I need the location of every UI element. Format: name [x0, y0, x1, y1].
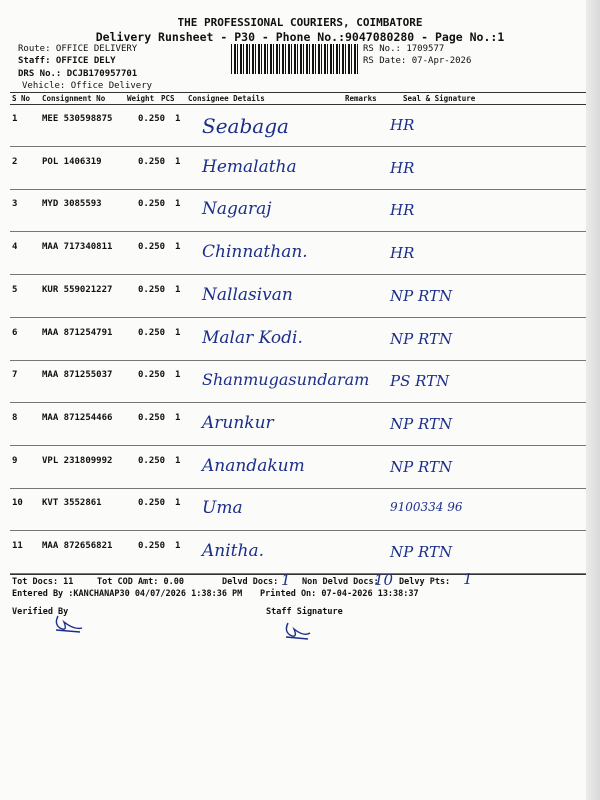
consignee-signature: Nagaraj	[202, 199, 272, 220]
table-top-rule	[10, 92, 588, 93]
cell-sno: 4	[12, 242, 18, 253]
seal-signature: NP RTN	[390, 329, 453, 348]
col-sno: S No	[12, 94, 31, 103]
seal-signature: PS RTN	[390, 372, 450, 391]
seal-signature: HR	[390, 116, 415, 134]
cell-pcs: 1	[175, 242, 181, 253]
staff-signature-label: Staff Signature	[266, 607, 343, 617]
seal-signature: NP RTN	[390, 457, 453, 476]
cell-pcs: 1	[175, 284, 181, 295]
col-consignment: Consignment No	[42, 94, 106, 103]
cell-weight: 0.250	[138, 370, 166, 381]
cell-pcs: 1	[175, 327, 181, 338]
cell-sno: 11	[12, 541, 23, 551]
cell-sno: 7	[12, 370, 18, 381]
consignee-signature: Hemalatha	[202, 156, 297, 177]
non-delivered-docs: Non Delvd Docs:	[302, 577, 379, 587]
cell-consignment-no: KVT 3552861	[42, 498, 102, 509]
cell-pcs: 1	[175, 541, 181, 551]
cell-weight: 0.250	[138, 327, 166, 338]
barcode-image	[231, 44, 359, 74]
table-row	[10, 488, 588, 531]
staff-label: Staff: OFFICE DELY	[18, 56, 116, 66]
table-row	[10, 275, 588, 318]
cell-weight: 0.250	[138, 412, 166, 423]
table-row	[10, 360, 588, 403]
cell-sno: 9	[12, 455, 18, 466]
delivery-points: Delvy Pts:	[399, 577, 451, 587]
cell-consignment-no: VPL 231809992	[42, 455, 113, 466]
seal-signature: 9100334 96	[390, 500, 463, 515]
company-title: THE PROFESSIONAL COURIERS, COIMBATORE	[177, 16, 423, 29]
seal-signature: NP RTN	[390, 543, 453, 561]
table-bottom-rule	[10, 574, 588, 575]
cell-sno: 3	[12, 199, 18, 210]
col-remarks: Remarks	[345, 94, 377, 103]
table-row	[10, 531, 588, 574]
cell-weight: 0.250	[138, 114, 166, 124]
cell-sno: 1	[12, 114, 18, 124]
col-consignee: Consignee Details	[188, 94, 265, 103]
cell-sno: 2	[12, 156, 18, 167]
consignee-signature: Arunkur	[202, 412, 274, 433]
cell-consignment-no: MAA 872656821	[42, 541, 113, 551]
total-docs: Tot Docs: 11	[12, 577, 74, 587]
col-pcs: PCS	[161, 94, 175, 103]
table-row	[10, 189, 588, 232]
consignee-signature: Anitha.	[202, 541, 264, 561]
consignee-signature: Uma	[202, 498, 243, 519]
consignee-signature: Nallasivan	[202, 284, 293, 305]
vehicle-label: Vehicle: Office Delivery	[22, 81, 153, 91]
cell-weight: 0.250	[138, 455, 166, 466]
staff-signature-icon	[280, 615, 320, 643]
delivered-count-handwritten: 1	[281, 571, 291, 589]
cell-consignment-no: MEE 530598875	[42, 114, 113, 124]
cell-pcs: 1	[175, 199, 181, 210]
table-row	[10, 318, 588, 361]
runsheet-subtitle: Delivery Runsheet - P30 - Phone No.:9047080280 - Page No.:1	[95, 30, 505, 44]
cell-consignment-no: KUR 559021227	[42, 284, 113, 295]
cell-pcs: 1	[175, 498, 181, 509]
seal-signature: HR	[390, 158, 415, 177]
cell-pcs: 1	[175, 114, 181, 124]
rs-number: RS No.: 1709577	[363, 44, 445, 54]
cell-weight: 0.250	[138, 284, 166, 295]
page-edge	[586, 0, 600, 800]
seal-signature: HR	[390, 244, 415, 263]
cell-pcs: 1	[175, 455, 181, 466]
delivery-points-handwritten: 1	[463, 570, 473, 588]
consignee-signature: Malar Kodi.	[202, 327, 303, 348]
cell-consignment-no: MAA 871255037	[42, 370, 113, 381]
route-label: Route: OFFICE DELIVERY	[18, 44, 138, 54]
seal-signature: HR	[390, 201, 415, 220]
cell-sno: 10	[12, 498, 23, 509]
total-cod: Tot COD Amt: 0.00	[97, 577, 184, 587]
cell-sno: 5	[12, 284, 18, 295]
verified-signature-icon	[50, 610, 90, 638]
drs-number: DRS No.: DCJB170957701	[18, 69, 138, 79]
col-weight: Weight	[127, 94, 155, 103]
consignee-signature: Shanmugasundaram	[202, 370, 370, 390]
table-row	[10, 232, 588, 275]
consignee-signature: Seabaga	[202, 114, 289, 138]
seal-signature: NP RTN	[390, 286, 453, 305]
cell-weight: 0.250	[138, 242, 166, 253]
non-delivered-count-handwritten: 10	[374, 571, 394, 589]
table-row	[10, 147, 588, 190]
rs-date: RS Date: 07-Apr-2026	[363, 56, 472, 66]
verified-by-label: Verified By	[12, 607, 69, 617]
printed-on: Printed On: 07-04-2026 13:38:37	[260, 589, 419, 599]
cell-consignment-no: MAA 871254791	[42, 327, 113, 338]
cell-consignment-no: MYD 3085593	[42, 199, 102, 210]
cell-consignment-no: MAA 871254466	[42, 412, 113, 423]
consignee-signature: Chinnathan.	[202, 242, 308, 263]
seal-signature: NP RTN	[390, 414, 453, 433]
cell-weight: 0.250	[138, 541, 166, 551]
cell-weight: 0.250	[138, 156, 166, 167]
cell-consignment-no: POL 1406319	[42, 156, 102, 167]
consignee-signature: Anandakum	[202, 455, 305, 476]
cell-weight: 0.250	[138, 498, 166, 509]
cell-sno: 6	[12, 327, 18, 338]
cell-pcs: 1	[175, 412, 181, 423]
delivered-docs: Delvd Docs:	[222, 577, 279, 587]
cell-pcs: 1	[175, 156, 181, 167]
cell-weight: 0.250	[138, 199, 166, 210]
table-row	[10, 403, 588, 446]
cell-consignment-no: MAA 717340811	[42, 242, 113, 253]
cell-sno: 8	[12, 412, 18, 423]
entered-by: Entered By :KANCHANAP30 04/07/2026 1:38:36 PM	[12, 589, 243, 599]
table-row	[10, 446, 588, 489]
col-seal: Seal & Signature	[403, 94, 476, 103]
table-row	[10, 104, 588, 147]
cell-pcs: 1	[175, 370, 181, 381]
